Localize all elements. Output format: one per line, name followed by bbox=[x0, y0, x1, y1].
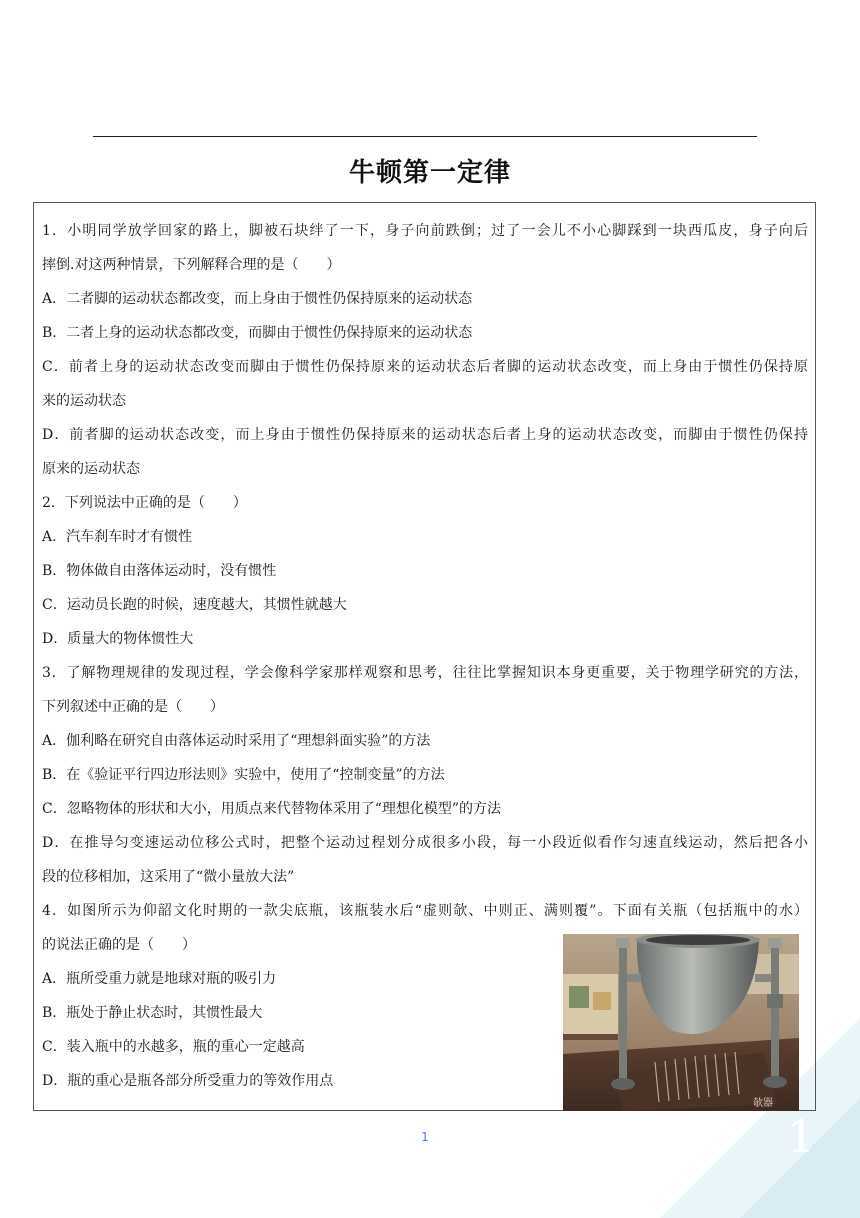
q4-stem-line-1: 4．如图所示为仰韶文化时期的一款尖底瓶，该瓶装水后“虚则欹、中则正、满则覆”。下面有关瓶（包括瓶中的水） bbox=[42, 903, 808, 919]
page-title: 牛顿第一定律 bbox=[348, 158, 511, 188]
q1-option-b: B．二者上身的运动状态都改变，而脚由于惯性仍保持原来的运动状态 bbox=[42, 325, 473, 341]
vessel-photo bbox=[563, 934, 799, 1111]
q3-option-d-line-2: 段的位移相加，这采用了“微小量放大法” bbox=[42, 869, 295, 885]
q4-stem-line-2: 的说法正确的是（ ） bbox=[42, 937, 196, 953]
q2-option-a: A．汽车刹车时才有惯性 bbox=[42, 529, 193, 545]
question-frame bbox=[33, 202, 816, 1111]
q4-option-c: C．装入瓶中的水越多，瓶的重心一定越高 bbox=[42, 1039, 305, 1055]
q3-option-a: A．伽利略在研究自由落体运动时采用了“理想斜面实验”的方法 bbox=[42, 733, 431, 749]
q3-stem-line-1: 3．了解物理规律的发现过程，学会像科学家那样观察和思考，往往比掌握知识本身更重要，关于物理学研究的方法， bbox=[42, 665, 808, 681]
q2-option-c: C．运动员长跑的时候，速度越大，其惯性就越大 bbox=[42, 597, 347, 613]
q1-stem-line-1: 1．小明同学放学回家的路上，脚被石块绊了一下，身子向前跌倒；过了一会儿不小心脚踩到一块西瓜皮，身子向后 bbox=[42, 223, 808, 239]
q3-stem-line-2: 下列叙述中正确的是（ ） bbox=[42, 699, 224, 715]
q1-option-c-line-1: C．前者上身的运动状态改变而脚由于惯性仍保持原来的运动状态后者脚的运动状态改变，而上身由于惯性仍保持原 bbox=[42, 359, 808, 375]
q4-option-a: A．瓶所受重力就是地球对瓶的吸引力 bbox=[42, 971, 277, 987]
corner-page-number: 1 bbox=[787, 1112, 815, 1163]
vessel-caption: 欹器 bbox=[753, 1098, 773, 1109]
q3-option-c: C．忽略物体的形状和大小，用质点来代替物体采用了“理想化模型”的方法 bbox=[42, 801, 502, 817]
q3-option-d-line-1: D．在推导匀变速运动位移公式时，把整个运动过程划分成很多小段，每一小段近似看作匀速直线运动，然后把各小 bbox=[42, 835, 808, 851]
q1-option-d-line-2: 原来的运动状态 bbox=[42, 461, 140, 477]
q4-option-d: D．瓶的重心是瓶各部分所受重力的等效作用点 bbox=[42, 1073, 334, 1089]
q1-option-c-line-2: 来的运动状态 bbox=[42, 393, 126, 409]
q4-option-b: B．瓶处于静止状态时，其惯性最大 bbox=[42, 1005, 263, 1021]
q2-option-d: D．质量大的物体惯性大 bbox=[42, 631, 194, 647]
page-number: 1 bbox=[421, 1130, 429, 1144]
q2-option-b: B．物体做自由落体运动时，没有惯性 bbox=[42, 563, 277, 579]
q1-stem-line-2: 摔倒.对这两种情景，下列解释合理的是（ ） bbox=[42, 257, 341, 273]
q1-option-d-line-1: D．前者脚的运动状态改变，而上身由于惯性仍保持原来的运动状态后者上身的运动状态改变，而脚由于惯性仍保持 bbox=[42, 427, 808, 443]
q2-stem: 2．下列说法中正确的是（ ） bbox=[42, 495, 247, 511]
header-rule bbox=[93, 136, 757, 137]
q1-option-a: A．二者脚的运动状态都改变，而上身由于惯性仍保持原来的运动状态 bbox=[42, 291, 473, 307]
q3-option-b: B．在《验证平行四边形法则》实验中，使用了“控制变量”的方法 bbox=[42, 767, 445, 783]
